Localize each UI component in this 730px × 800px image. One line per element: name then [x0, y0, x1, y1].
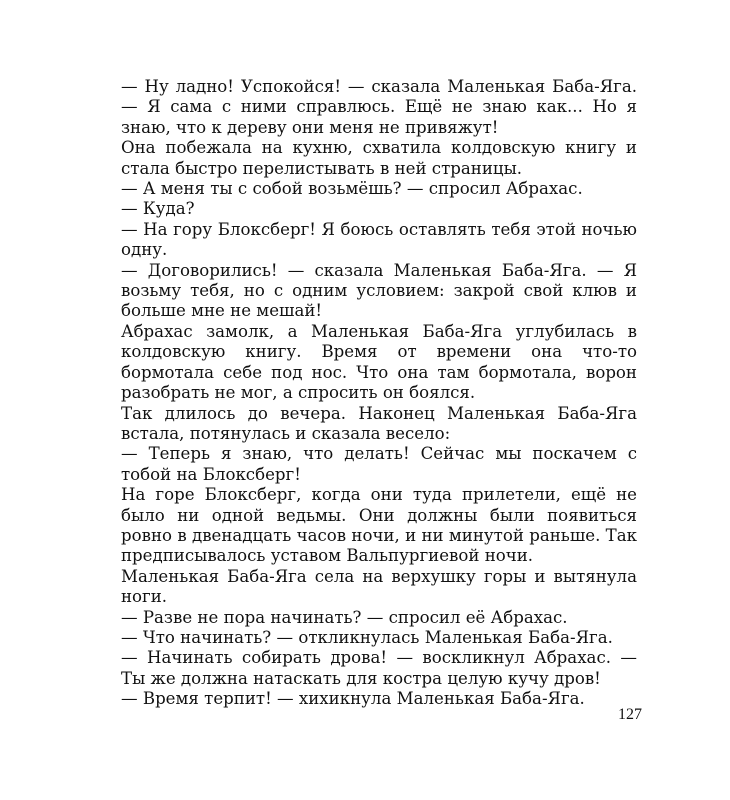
paragraph: — Начинать собирать дрова! — воскликнул Абрахас. — Ты же должна натаскать для костра целую кучу дров! [121, 648, 637, 688]
paragraph: — Куда? [121, 199, 195, 219]
paragraph: — На гору Блоксберг! Я боюсь оставлять тебя этой ночью одну. [121, 219, 637, 260]
paragraph: — А меня ты с собой возьмёшь? — спросил Абрахас. [121, 179, 583, 199]
paragraph: — Договорились! — сказала Маленькая Баба-Яга. — Я возьму тебя, но с одним условием: закрой свой клюв и больше мне не мешай! [121, 260, 637, 321]
paragraph: — Теперь я знаю, что делать! Сейчас мы поскачем с тобой на Блоксберг! [121, 444, 637, 484]
paragraph: — Разве не пора начинать? — спросил её Абрахас. [121, 607, 568, 627]
paragraph: Абрахас замолк, а Маленькая Баба-Яга углубилась в колдовскую книгу. Время от времени она что-то бормотала себе под нос. Что она там бормотала, ворон разобрать не мог, а спросить он боялся. [121, 321, 637, 403]
paragraph: — Ну ладно! Успокойся! — сказала Маленькая Баба-Яга. — Я сама с ними справлюсь. Ещё не знаю как... Но я знаю, что к дереву они меня не привяжут! [121, 77, 637, 137]
paragraph: На горе Блоксберг, когда они туда прилетели, ещё не было ни одной ведьмы. Они должны были появиться ровно в двенадцать часов ночи, и ни минутой раньше. Так предписывалось уставом Вальпургиевой ночи. [121, 485, 637, 566]
paragraph: Маленькая Баба-Яга села на верхушку горы и вытянула ноги. [121, 566, 637, 607]
paragraph: — Время терпит! — хихикнула Маленькая Баба-Яга. [121, 689, 585, 709]
paragraph: — Что начинать? — откликнулась Маленькая Баба-Яга. [121, 627, 613, 647]
paragraph: Она побежала на кухню, схватила колдовскую книгу и стала быстро перелистывать в ней страницы. [121, 138, 637, 178]
page-text [121, 77, 637, 710]
paragraph: Так длилось до вечера. Наконец Маленькая Баба-Яга встала, потянулась и сказала весело: [121, 403, 637, 443]
page-number: 127 [618, 706, 642, 723]
